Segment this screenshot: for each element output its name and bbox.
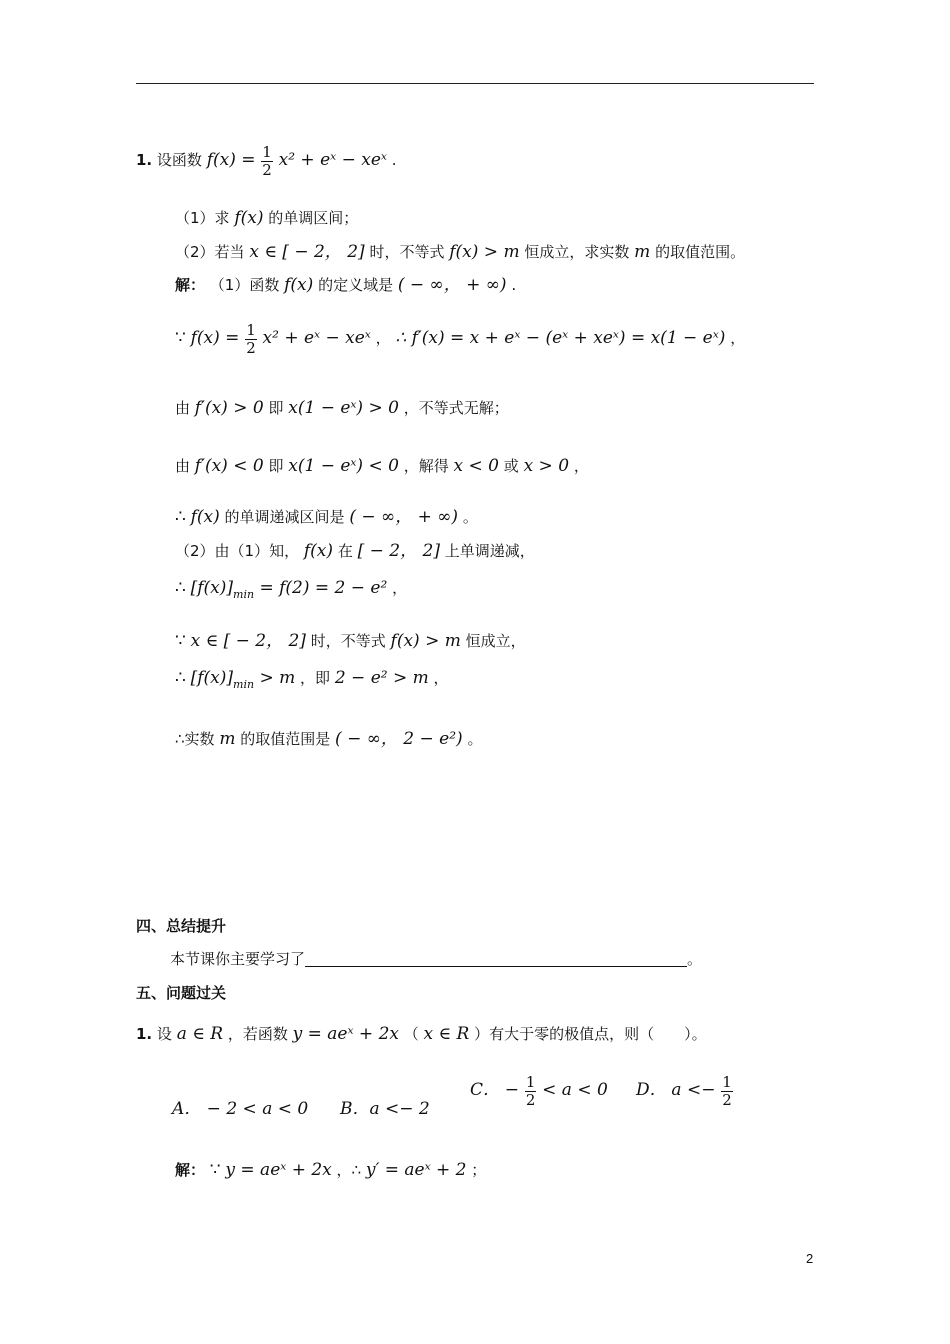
choice-c[interactable]: C． − $\frac{1}{2}$ < a < 0 xyxy=(470,1073,608,1109)
section-4-text: 本节课你主要学习了 。 xyxy=(170,950,703,968)
page-number: 2 xyxy=(806,1251,814,1266)
section-4-title: 四、总结提升 xyxy=(136,917,227,935)
solution-line-10: ∴实数 m 的取值范围是 ( − ∞， 2 − e²) 。 xyxy=(175,729,483,749)
solution-line-5: ∴ f(x) 的单调递减区间是 ( − ∞， + ∞) 。 xyxy=(175,507,478,527)
solution-line-9: ∴ $[f(x)]_{min} > m$ ，即 2 − e² > m ， xyxy=(175,668,449,691)
q1-stem-text: 设函数 xyxy=(156,151,202,169)
q2-stem: 1. 设 a ∈ R ，若函数 y = aeˣ + 2x （ x ∈ R ）有大于零的极值点，则（ ）。 xyxy=(136,1024,707,1044)
solution-line-4: 由 f′(x) < 0 即 x(1 − eˣ) < 0 ，解得 x < 0 或 x > 0 ， xyxy=(175,456,589,476)
solution-2: 解： ∵ y = aeˣ + 2x ，∴ y′ = aeˣ + 2 ； xyxy=(175,1160,487,1180)
q1-func-lhs: f(x) = xyxy=(206,150,256,170)
choice-b[interactable]: B．a <− 2 xyxy=(340,1099,430,1119)
solution-line-2: ∵ f(x) = $\frac{1}{2}$ x² + eˣ − xeˣ ， ∴ f′(x) = x + eˣ − (eˣ + xeˣ) = x(1 − eˣ) ， xyxy=(175,321,746,357)
solution-line-7: ∴ $[f(x)]_{min} = f(2) = 2 - e^2$ ， xyxy=(175,578,408,601)
q1-part2: （2）若当 x ∈ [ − 2， 2] 时，不等式 f(x) > m 恒成立，求实数 m 的取值范围。 xyxy=(175,242,746,262)
q1-func-rhs: x² + eˣ − xeˣ xyxy=(278,150,387,170)
q1-part1: （1）求 f(x) 的单调区间； xyxy=(175,208,359,228)
choice-a[interactable]: A． − 2 < a < 0 xyxy=(172,1099,309,1119)
section-5-title: 五、问题过关 xyxy=(136,984,227,1002)
choice-d[interactable]: D． a <− $\frac{1}{2}$ xyxy=(636,1073,732,1109)
solution-line-1: 解： （1）函数 f(x) 的定义域是 ( − ∞， + ∞) . xyxy=(175,275,517,295)
solution-line-3: 由 f′(x) > 0 即 x(1 − eˣ) > 0 ，不等式无解； xyxy=(175,398,509,418)
header-rule xyxy=(136,83,814,84)
q1-stem: 1. 设函数 f(x) = $\frac{1}{2}$ x² + eˣ − xeˣ . xyxy=(136,143,397,179)
q1-number: 1. xyxy=(136,151,153,169)
solution-line-6: （2）由（1）知， f(x) 在 [ − 2， 2] 上单调递减， xyxy=(175,541,535,561)
solution-line-8: ∵ x ∈ [ − 2， 2] 时，不等式 f(x) > m 恒成立， xyxy=(175,631,526,651)
fill-blank[interactable] xyxy=(305,952,687,967)
q1-frac: $\frac{1}{2}$ xyxy=(262,143,272,179)
